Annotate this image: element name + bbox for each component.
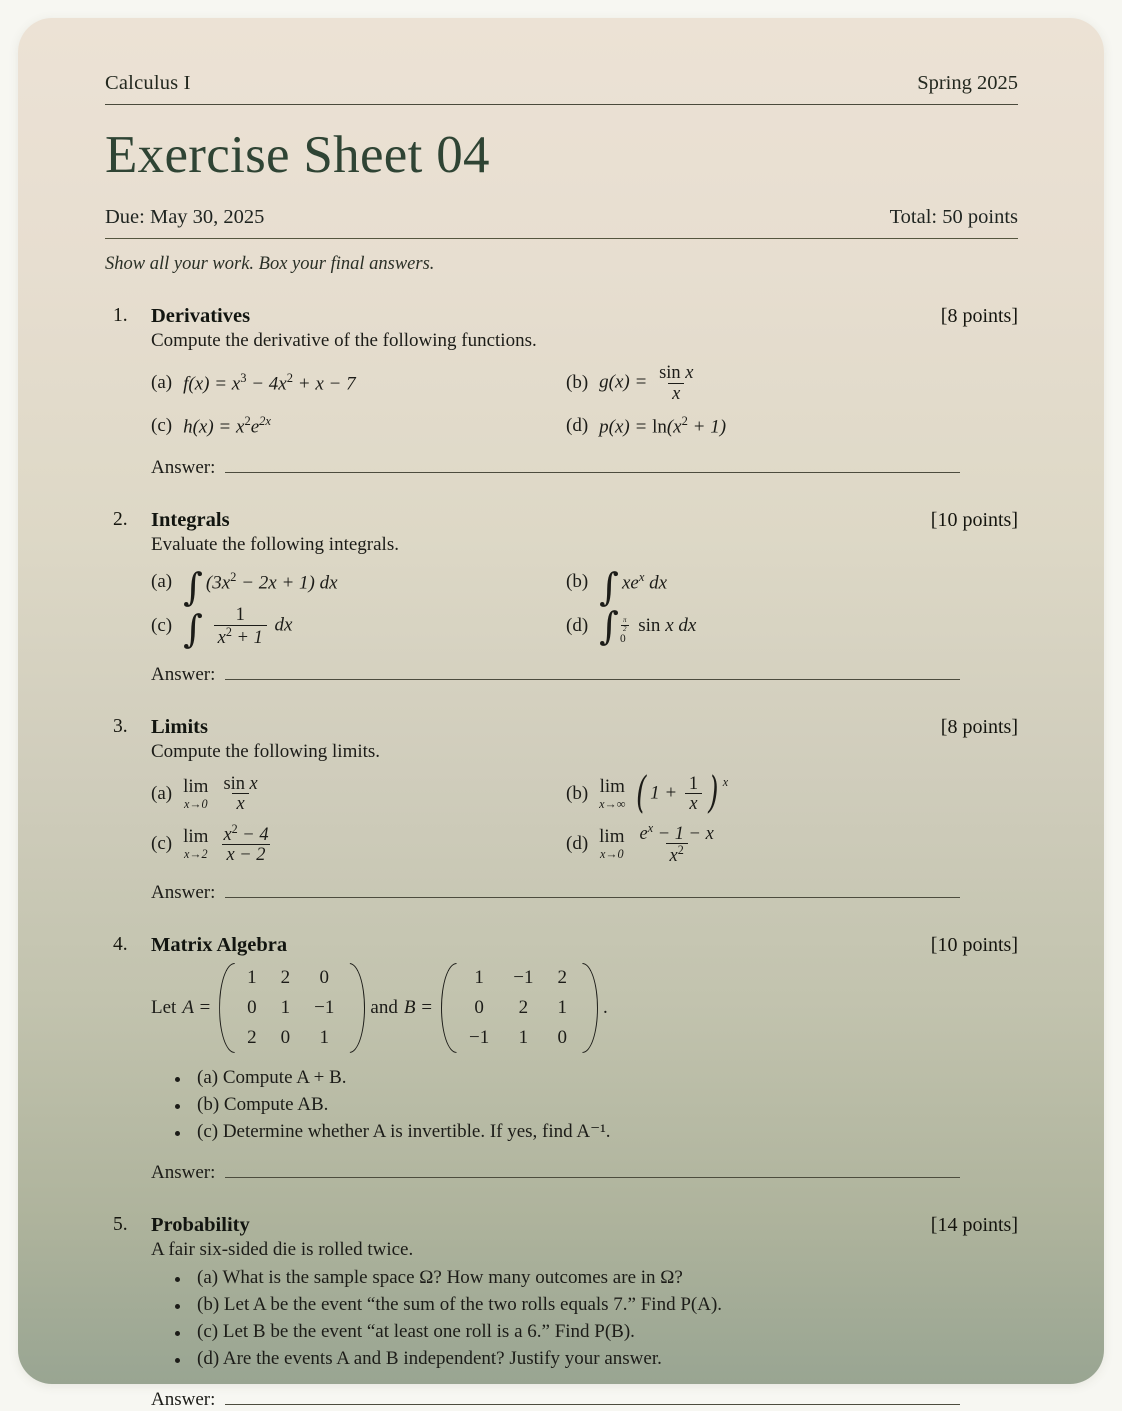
- matrix-b: [439, 961, 597, 1055]
- matrix-cell: 1: [557, 996, 567, 1018]
- exercise-title: Integrals: [151, 509, 230, 532]
- exercise-header: [151, 716, 1018, 739]
- exercise-number: 1.: [113, 305, 128, 327]
- limit-subscript: x→0: [600, 847, 624, 862]
- matrix-cell: 0: [247, 996, 257, 1018]
- fraction-denominator: $x^2 + 1$: [214, 625, 267, 648]
- definite-integral: ∫ $\frac{\pi}{2}$ 0: [599, 612, 629, 642]
- fraction: [214, 605, 267, 647]
- exercise-number: 4.: [113, 933, 128, 955]
- matrix-cell: 1: [518, 1026, 529, 1048]
- matrix-cell: −1: [314, 996, 335, 1018]
- subitem-expression: ∫ $\frac{\pi}{2}$ 0 sin x dx: [599, 604, 697, 649]
- matrix-cell: 0: [557, 1026, 567, 1048]
- integral-icon: ∫: [599, 564, 619, 609]
- header-meta-row: [105, 72, 1018, 95]
- fraction-denominator: x − 2: [222, 844, 269, 865]
- subitem-2a: [151, 564, 566, 609]
- fraction-numerator: sin x: [223, 772, 258, 793]
- matrix-cell: 1: [319, 1026, 330, 1048]
- limit-operator: [599, 776, 625, 812]
- exercise-header: [151, 1214, 1018, 1237]
- subitem-2d: [566, 604, 1018, 649]
- answer-label: Answer:: [151, 663, 216, 685]
- exercise-4: [105, 934, 1018, 1184]
- subitem-label: (c): [151, 832, 173, 854]
- exercise-number: 3.: [113, 715, 128, 737]
- answer-label: Answer:: [151, 1388, 216, 1410]
- exercise-title: Limits: [151, 715, 208, 738]
- subitem-label: (a): [151, 372, 173, 394]
- exercise-points: [8 points]: [940, 715, 1018, 738]
- inner-expression: 1 + $\frac{1}{x}$: [650, 774, 705, 814]
- matrix-cell: 2: [247, 1026, 257, 1048]
- matrix-b-grid: [454, 961, 582, 1055]
- integral-upper-limit: $\frac{\pi}{2}$: [622, 616, 627, 633]
- subitem-label: (a): [151, 782, 173, 804]
- exercise-points: [10 points]: [930, 933, 1018, 956]
- fraction: [219, 823, 272, 865]
- integral-icon: ∫: [183, 607, 203, 652]
- fraction-numerator: sin x: [659, 362, 694, 383]
- subitem-label: (d): [566, 615, 589, 637]
- subitem-grid: [151, 768, 1018, 866]
- fraction-denominator: x: [668, 383, 684, 404]
- matrix-right-paren: [349, 961, 364, 1055]
- integral-limits: [619, 612, 630, 645]
- exercise-points: [14 points]: [930, 1213, 1018, 1236]
- answer-line[interactable]: [225, 1167, 960, 1178]
- answer-line[interactable]: [225, 462, 960, 473]
- fraction-denominator: $x^2$: [666, 843, 688, 866]
- exercise-2: [105, 509, 1018, 685]
- subitem-expression: ∫ $\frac{1}{x^2 + 1}$ dx: [183, 604, 293, 652]
- list-item: (c) Determine whether A is invertible. If yes, find A⁻¹.: [173, 1119, 1018, 1146]
- list-item: (a) What is the sample space Ω? How many outcomes are in Ω?: [173, 1265, 1018, 1292]
- matrix-cell: 2: [557, 966, 567, 988]
- matrix-b-name: B =: [403, 996, 434, 1018]
- trailing-period: .: [602, 996, 608, 1018]
- due-divider: [105, 238, 1018, 239]
- fraction: [655, 363, 697, 403]
- due-date: Due: May 30, 2025: [105, 206, 265, 229]
- fraction: [219, 774, 261, 814]
- subitem-1a: [151, 368, 566, 398]
- fraction: [636, 822, 718, 866]
- matrix-cell: 0: [474, 996, 484, 1018]
- subitem-grid: [151, 363, 1018, 441]
- subitem-2c: [151, 604, 566, 652]
- right-paren: ): [708, 768, 719, 819]
- subitem-expression: ∫ $xe^x$ dx: [599, 564, 668, 609]
- list-item: (b) Compute AB.: [173, 1092, 1018, 1119]
- subitem-expression: $p(x) = \ln(x^2 + 1)$: [599, 414, 727, 438]
- matrix-left-paren: [439, 961, 454, 1055]
- matrix-cell: 2: [518, 996, 529, 1018]
- exercise-5: [105, 1214, 1018, 1411]
- exercise-header: [151, 305, 1018, 328]
- page-content: [105, 72, 1018, 1411]
- limit-symbol: lim: [599, 775, 625, 797]
- matrix-a-name: A =: [182, 996, 212, 1018]
- answer-label: Answer:: [151, 881, 216, 903]
- subitem-label: (b): [566, 571, 589, 593]
- matrix-left-paren: [217, 961, 232, 1055]
- subitem-grid: [151, 564, 1018, 652]
- matrix-a: [217, 961, 364, 1055]
- exercise-header: [151, 509, 1018, 532]
- exercise-3: [105, 716, 1018, 904]
- exercise-1: [105, 305, 1018, 479]
- subitem-1c: [151, 411, 566, 441]
- subitem-expression: ∫ $(3x^2 - 2x + 1)$ dx: [183, 564, 338, 609]
- answer-line[interactable]: [225, 669, 960, 680]
- exercise-points: [10 points]: [930, 509, 1018, 532]
- subitem-label: (b): [566, 372, 589, 394]
- integral-lower-limit: 0: [619, 633, 626, 645]
- course-name: Calculus I: [105, 72, 191, 94]
- total-points: Total: 50 points: [889, 206, 1018, 229]
- fraction-denominator: x: [685, 793, 701, 814]
- subitem-label: (d): [566, 415, 589, 437]
- subitem-expression: $h(x) = x^2e^{2x}$: [183, 414, 271, 438]
- page-title: Exercise Sheet 04: [105, 126, 490, 184]
- matrix-definition-line: [151, 961, 1018, 1055]
- due-row: [105, 206, 1018, 229]
- matrix-cell: 2: [280, 966, 291, 988]
- subitem-expression: $f(x) = x^3 - 4x^2 + x - 7$: [183, 371, 356, 395]
- instruction-note: Show all your work. Box your final answers.: [105, 254, 435, 275]
- exercise-sheet-page: [18, 18, 1104, 1410]
- integral-icon: ∫: [183, 564, 203, 609]
- matrix-conjunction: and: [370, 996, 398, 1018]
- subitem-label: (a): [151, 571, 173, 593]
- exercise-header: [151, 934, 1018, 957]
- subitem-label: (b): [566, 782, 589, 804]
- answer-row: [151, 664, 1018, 686]
- matrix-a-grid: [232, 961, 349, 1055]
- answer-row: [151, 1389, 1018, 1411]
- matrix-right-paren: [582, 961, 597, 1055]
- fraction: [685, 774, 702, 814]
- matrix-cell: −1: [469, 1026, 490, 1048]
- exercise-description: A fair six-sided die is rolled twice.: [151, 1238, 414, 1260]
- header-divider: [105, 104, 1018, 105]
- limit-subscript: x→0: [183, 796, 208, 811]
- answer-label: Answer:: [151, 457, 216, 479]
- limit-symbol: lim: [599, 825, 625, 847]
- limit-subscript: x→2: [183, 847, 208, 862]
- answer-row: [151, 457, 1018, 479]
- fraction-numerator: 1: [235, 604, 245, 625]
- fraction-numerator: 1: [688, 772, 699, 793]
- limit-operator: [183, 776, 208, 812]
- exercise-title: Matrix Algebra: [151, 933, 288, 956]
- exercise-5-bullets: [151, 1265, 1018, 1373]
- limit-symbol: lim: [183, 825, 209, 847]
- sine-function: sin: [638, 614, 661, 636]
- fraction-denominator: x: [232, 793, 248, 814]
- list-item: (c) Let B be the event “at least one roll is a 6.” Find P(B).: [173, 1319, 1018, 1346]
- subitem-3c: [151, 823, 566, 865]
- matrix-cell: 1: [474, 966, 484, 988]
- let-prefix: Let: [151, 996, 177, 1018]
- subitem-3b: [566, 768, 1018, 819]
- answer-row: [151, 882, 1018, 904]
- matrix-cell: −1: [513, 966, 534, 988]
- exercise-title: Probability: [151, 1213, 250, 1236]
- subitem-1d: [566, 411, 1018, 441]
- matrix-cell: 0: [280, 1026, 291, 1048]
- exercise-title: Derivatives: [151, 305, 251, 328]
- left-paren: (: [636, 768, 647, 819]
- exercise-description: Compute the following limits.: [151, 740, 381, 762]
- subitem-3a: [151, 774, 566, 814]
- fraction-numerator: $x^2 - 4$: [223, 821, 269, 844]
- list-item: (a) Compute A + B.: [173, 1065, 1018, 1092]
- subitem-3d: [566, 822, 1018, 866]
- term-label: Spring 2025: [917, 72, 1018, 94]
- subitem-expression: g(x) = $\frac{\text{sin x}}{x}$: [599, 363, 700, 403]
- exercise-description: Evaluate the following integrals.: [151, 534, 399, 556]
- answer-line[interactable]: [225, 887, 960, 898]
- exercise-points: [8 points]: [940, 305, 1018, 328]
- subitem-1b: [566, 363, 1018, 403]
- answer-label: Answer:: [151, 1161, 216, 1183]
- subitem-label: (c): [151, 415, 173, 437]
- exercise-4-bullets: [151, 1065, 1018, 1146]
- subitem-2b: [566, 564, 1018, 609]
- matrix-cell: 1: [280, 996, 291, 1018]
- matrix-cell: 1: [247, 966, 257, 988]
- fraction-numerator: $e^x - 1 - x$: [639, 820, 714, 843]
- matrix-cell: 0: [319, 966, 330, 988]
- exponent: x: [722, 774, 729, 789]
- answer-row: [151, 1162, 1018, 1184]
- parenthesized-expression: [633, 768, 729, 819]
- list-item: (d) Are the events A and B independent? Justify your answer.: [173, 1346, 1018, 1373]
- subitem-label: (c): [151, 615, 173, 637]
- limit-subscript: x→∞: [599, 796, 626, 811]
- limit-operator: [599, 826, 624, 862]
- limit-operator: [183, 826, 208, 862]
- limit-symbol: lim: [183, 775, 209, 797]
- exercise-number: 5.: [113, 1213, 128, 1235]
- list-item: (b) Let A be the event “the sum of the two rolls equals 7.” Find P(A).: [173, 1292, 1018, 1319]
- exercise-number: 2.: [113, 509, 128, 531]
- answer-line[interactable]: [225, 1394, 960, 1405]
- exercise-description: Compute the derivative of the following functions.: [151, 330, 537, 352]
- subitem-label: (d): [566, 832, 589, 854]
